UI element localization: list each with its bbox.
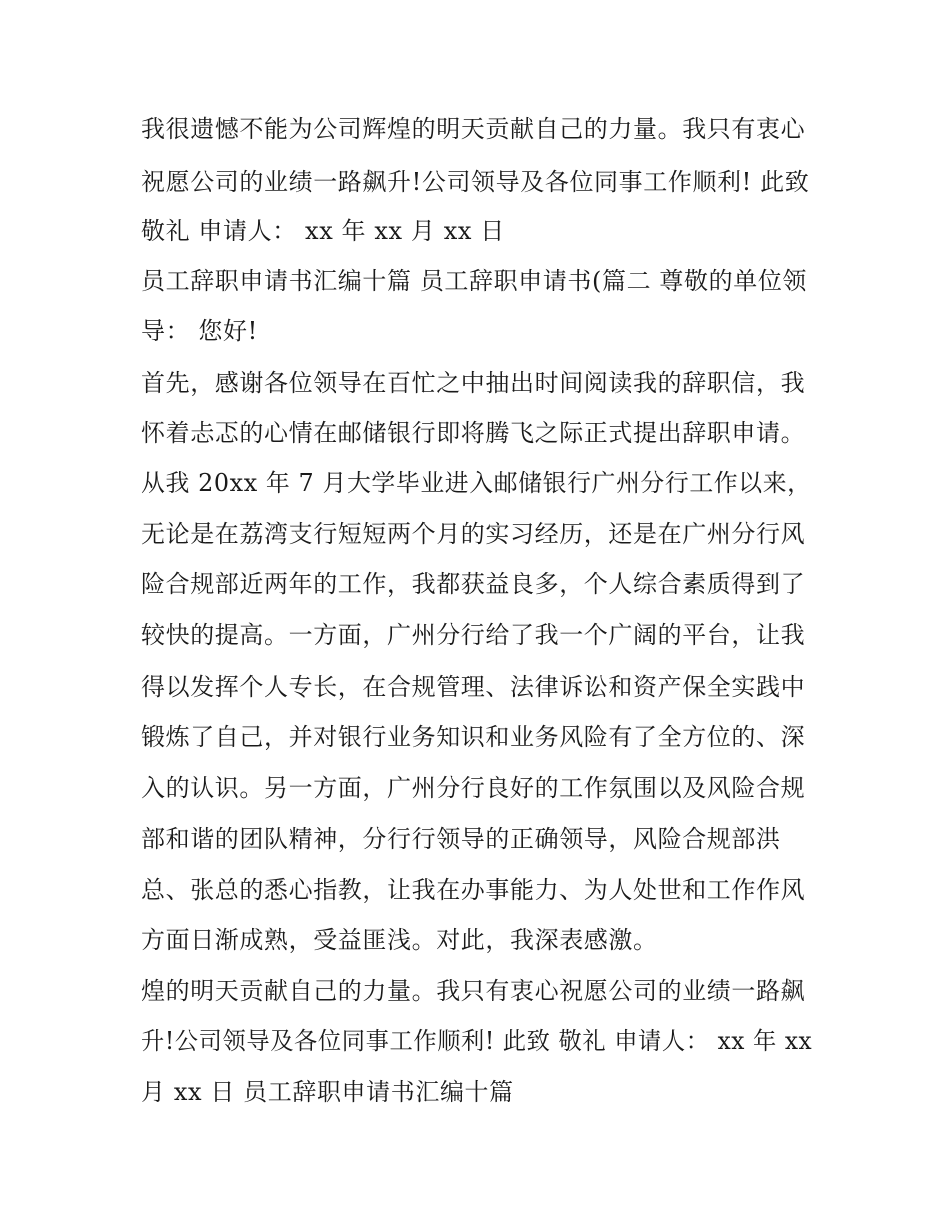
text-line: 部和谐的团队精神，分行行领导的正确领导，风险合规部洪: [141, 825, 781, 853]
text-line: 险合规部近两年的工作，我都获益良多，个人综合素质得到了: [141, 570, 806, 598]
text-line: 方面日渐成熟，受益匪浅。对此，我深表感激。: [141, 926, 658, 954]
text-line: 无论是在荔湾支行短短两个月的实习经历，还是在广州分行风: [141, 520, 806, 548]
text-line: 从我 20xx 年 7 月大学毕业进入邮储银行广州分行工作以来，: [141, 469, 812, 497]
text-line: 导： 您好!: [141, 317, 258, 345]
text-line: 祝愿公司的业绩一路飙升!公司领导及各位同事工作顺利! 此致: [141, 168, 810, 196]
text-line: 锻炼了自己，并对银行业务知识和业务风险有了全方位的、深: [141, 723, 806, 751]
text-line: 首先，感谢各位领导在百忙之中抽出时间阅读我的辞职信，我: [141, 369, 806, 397]
text-line: 总、张总的悉心指教，让我在办事能力、为人处世和工作作风: [141, 876, 806, 904]
text-line: 月 xx 日 员工辞职申请书汇编十篇: [141, 1078, 514, 1106]
text-line: 员工辞职申请书汇编十篇 员工辞职申请书(篇二 尊敬的单位领: [141, 267, 808, 295]
text-line: 得以发挥个人专长，在合规管理、法律诉讼和资产保全实践中: [141, 673, 806, 701]
text-line: 煌的明天贡献自己的力量。我只有衷心祝愿公司的业绩一路飙: [141, 977, 806, 1005]
text-line: 怀着忐忑的心情在邮储银行即将腾飞之际正式提出辞职申请。: [141, 419, 806, 447]
text-line: 我很遗憾不能为公司辉煌的明天贡献自己的力量。我只有衷心: [141, 115, 806, 143]
text-line: 敬礼 申请人： xx 年 xx 月 xx 日: [141, 217, 505, 245]
text-line: 入的认识。另一方面，广州分行良好的工作氛围以及风险合规: [141, 774, 806, 802]
text-line: 升!公司领导及各位同事工作顺利! 此致 敬礼 申请人： xx 年 xx: [141, 1027, 813, 1055]
text-line: 较快的提高。一方面，广州分行给了我一个广阔的平台，让我: [141, 621, 806, 649]
